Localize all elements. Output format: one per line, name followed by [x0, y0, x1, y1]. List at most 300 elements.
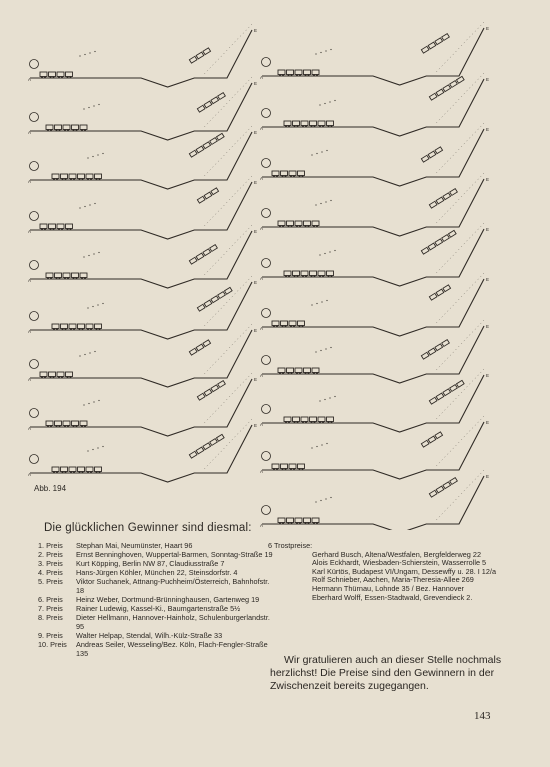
- train-wagon: [304, 368, 311, 373]
- train-wagon: [318, 271, 325, 276]
- motion-dot: [330, 200, 331, 201]
- train-wagon: [282, 522, 284, 524]
- train-wagon: [288, 372, 290, 374]
- train-wagon: [52, 467, 59, 472]
- panel-number-circle: [30, 312, 39, 321]
- prize-place: 10. Preis: [38, 640, 67, 650]
- prize-place: 2. Preis: [38, 550, 63, 560]
- train-wagon: [298, 171, 305, 176]
- train-wagon: [87, 328, 89, 330]
- motion-dot: [94, 51, 95, 52]
- train-wagon: [76, 425, 78, 427]
- panel-number-circle: [262, 58, 271, 67]
- consolation-entry: Eberhard Wolff, Essen-Stadtwald, Grevendieck 2.: [312, 592, 473, 602]
- track-point-label: E: [254, 180, 258, 185]
- track-line: [262, 79, 484, 136]
- track-point-label: E: [486, 277, 490, 282]
- motion-dot: [93, 105, 94, 106]
- track-guide: [204, 176, 252, 226]
- train-wagon: [316, 372, 318, 374]
- track-point-label: A: [260, 373, 264, 378]
- train-wagon: [53, 471, 55, 473]
- motion-dot: [334, 396, 335, 397]
- train-wagon: [81, 277, 83, 279]
- train-wagon: [295, 221, 302, 226]
- train-wagon: [50, 129, 52, 131]
- slope-wagon: [421, 340, 449, 360]
- motion-dot: [92, 306, 93, 307]
- train-wagon: [44, 376, 46, 378]
- train-wagon: [316, 225, 318, 227]
- train-wagon: [291, 74, 293, 76]
- train-wagon: [90, 328, 92, 330]
- train-wagon: [293, 468, 295, 470]
- motion-dot: [321, 444, 322, 445]
- train-wagon: [99, 178, 101, 180]
- train-wagon: [319, 275, 321, 277]
- train-wagon: [299, 325, 301, 327]
- track-point-label: E: [254, 280, 258, 285]
- train-wagon: [82, 178, 84, 180]
- motion-dot: [326, 150, 327, 151]
- motion-dot: [320, 350, 321, 351]
- train-wagon: [58, 76, 60, 78]
- track-line: [262, 179, 484, 236]
- motion-dot: [84, 354, 85, 355]
- train-wagon: [287, 368, 294, 373]
- train-wagon: [328, 125, 330, 127]
- train-wagon: [70, 328, 72, 330]
- train-wagon: [62, 471, 64, 473]
- train-wagon: [70, 178, 72, 180]
- train-wagon: [278, 221, 285, 226]
- motion-dot: [329, 251, 330, 252]
- prize-entry: [38, 614, 273, 631]
- train-wagon: [291, 225, 293, 227]
- track-guide: [436, 223, 484, 273]
- motion-dot: [102, 446, 103, 447]
- prize-place: 4. Preis: [38, 568, 63, 578]
- prize-winner: Rainer Ludewig, Kassel-Ki., Baumgartenstraße 5½: [76, 604, 241, 614]
- consolation-entry: Gerhard Busch, Altena/Westfalen, Bergfelderweg 22: [312, 549, 482, 559]
- track-guide: [204, 324, 252, 374]
- prize-winner: Andreas Seiler, Wesseling/Bez. Köln, Flach-Fengler-Straße 135: [76, 640, 268, 658]
- track-line: [262, 129, 484, 186]
- prize-winner: Heinz Weber, Dortmund-Brünninghausen, Gartenweg 19: [76, 595, 260, 605]
- train-wagon: [50, 376, 52, 378]
- track-point-label: A: [260, 226, 264, 231]
- consolation-list: [268, 542, 528, 602]
- train-wagon: [56, 178, 58, 180]
- train-wagon: [322, 421, 324, 423]
- prize-winner: Stephan Mai, Neumünster, Haart 96: [76, 541, 193, 550]
- slope-wagon: [189, 434, 224, 458]
- track-point-label: A: [28, 229, 32, 234]
- train-wagon: [76, 129, 78, 131]
- train-wagon: [311, 125, 313, 127]
- train-wagon: [276, 175, 278, 177]
- train-wagon: [49, 72, 56, 77]
- train-wagon: [313, 225, 315, 227]
- train-wagon: [50, 425, 52, 427]
- winners-heading: Die glücklichen Gewinner sind diesmal:: [44, 522, 252, 534]
- train-wagon: [47, 425, 49, 427]
- prize-winner: Dieter Hellmann, Hannover-Hainholz, Schulenburgerlandstr. 95: [76, 613, 270, 631]
- motion-dot: [325, 50, 326, 51]
- train-wagon: [313, 372, 315, 374]
- train-wagon: [41, 76, 43, 78]
- train-wagon: [293, 175, 295, 177]
- train-wagon: [73, 328, 75, 330]
- panel-number-circle: [30, 113, 39, 122]
- prize-winner: Ernst Benninghoven, Wuppertal-Barmen, Sonntag-Straße 19: [76, 550, 273, 560]
- motion-dot: [311, 447, 312, 448]
- motion-dot: [89, 52, 90, 53]
- motion-dot: [319, 254, 320, 255]
- figure-caption: Abb. 194: [34, 484, 67, 493]
- train-wagon: [297, 421, 299, 423]
- motion-dot: [325, 348, 326, 349]
- train-wagon: [40, 72, 47, 77]
- track-guide: [436, 123, 484, 173]
- train-wagon: [293, 121, 300, 126]
- train-wagon: [294, 275, 296, 277]
- track-point-label: A: [28, 472, 32, 477]
- train-wagon: [61, 228, 63, 230]
- train-wagon: [63, 273, 70, 278]
- track-line: [30, 231, 252, 288]
- train-wagon: [55, 125, 62, 130]
- track-point-label: E: [486, 324, 490, 329]
- motion-dot: [326, 443, 327, 444]
- track-point-label: A: [260, 326, 264, 331]
- train-wagon: [312, 518, 319, 523]
- train-wagon: [64, 277, 66, 279]
- train-wagon: [295, 70, 302, 75]
- train-wagon: [298, 464, 305, 469]
- motion-dot: [315, 53, 316, 54]
- motion-dot: [84, 206, 85, 207]
- train-wagon: [313, 522, 315, 524]
- train-wagon: [72, 125, 79, 130]
- train-wagon: [62, 328, 64, 330]
- train-wagon: [278, 518, 285, 523]
- motion-dot: [79, 355, 80, 356]
- track-guide: [436, 22, 484, 72]
- train-wagon: [297, 125, 299, 127]
- train-wagon: [312, 221, 319, 226]
- train-wagon: [282, 325, 284, 327]
- train-wagon: [305, 74, 307, 76]
- train-wagon: [299, 372, 301, 374]
- slope-wagon: [421, 147, 442, 162]
- train-wagon: [290, 468, 292, 470]
- train-wagon: [288, 225, 290, 227]
- motion-dot: [315, 204, 316, 205]
- train-wagon: [278, 368, 285, 373]
- motion-dot: [97, 154, 98, 155]
- track-guide: [204, 77, 252, 127]
- train-wagon: [287, 221, 294, 226]
- motion-dot: [315, 501, 316, 502]
- train-wagon: [46, 273, 53, 278]
- track-point-label: A: [260, 469, 264, 474]
- train-wagon: [79, 178, 81, 180]
- motion-dot: [330, 49, 331, 50]
- train-wagon: [46, 421, 53, 426]
- track-guide: [436, 173, 484, 223]
- slope-wagon: [429, 478, 457, 498]
- track-point-label: E: [486, 127, 490, 132]
- prize-place: 6. Preis: [38, 595, 63, 605]
- track-guide: [436, 470, 484, 520]
- train-wagon: [282, 74, 284, 76]
- track-point-label: E: [254, 81, 258, 86]
- train-wagon: [305, 421, 307, 423]
- train-wagon: [50, 277, 52, 279]
- train-wagon: [52, 324, 59, 329]
- train-wagon: [304, 70, 311, 75]
- train-wagon: [53, 228, 55, 230]
- train-wagon: [90, 178, 92, 180]
- train-wagon: [279, 522, 281, 524]
- prize-place: 5. Preis: [38, 577, 63, 587]
- track-guide: [436, 273, 484, 323]
- motion-dot: [102, 303, 103, 304]
- train-wagon: [95, 174, 102, 179]
- train-wagon: [310, 121, 317, 126]
- track-point-label: E: [486, 474, 490, 479]
- train-wagon: [287, 70, 294, 75]
- train-wagon: [302, 468, 304, 470]
- train-wagon: [281, 171, 288, 176]
- train-wagon: [41, 376, 43, 378]
- train-wagon: [95, 467, 102, 472]
- train-wagon: [296, 522, 298, 524]
- panel-number-circle: [30, 455, 39, 464]
- motion-dot: [83, 256, 84, 257]
- slope-wagon: [421, 230, 456, 254]
- train-wagon: [302, 125, 304, 127]
- track-point-label: E: [254, 130, 258, 135]
- train-wagon: [327, 417, 334, 422]
- train-wagon: [328, 275, 330, 277]
- track-point-label: E: [254, 229, 258, 234]
- track-point-label: E: [486, 420, 490, 425]
- train-wagon: [279, 372, 281, 374]
- train-wagon: [285, 421, 287, 423]
- motion-dot: [324, 103, 325, 104]
- track-point-label: A: [260, 126, 264, 131]
- train-wagon: [70, 76, 72, 78]
- train-wagon: [295, 368, 302, 373]
- train-wagon: [272, 171, 279, 176]
- motion-dot: [79, 55, 80, 56]
- train-wagon: [327, 121, 334, 126]
- train-wagon: [316, 522, 318, 524]
- train-wagon: [69, 467, 76, 472]
- slope-wagon: [421, 34, 449, 54]
- panel-number-circle: [30, 360, 39, 369]
- train-wagon: [310, 271, 317, 276]
- train-wagon: [65, 328, 67, 330]
- train-wagon: [56, 129, 58, 131]
- motion-dot: [97, 447, 98, 448]
- motion-dot: [329, 397, 330, 398]
- train-wagon: [53, 328, 55, 330]
- train-wagon: [322, 275, 324, 277]
- train-wagon: [76, 277, 78, 279]
- train-wagon: [293, 271, 300, 276]
- panel-number-circle: [262, 506, 271, 515]
- train-wagon: [73, 471, 75, 473]
- motion-dot: [330, 347, 331, 348]
- motion-dot: [79, 207, 80, 208]
- train-wagon: [55, 421, 62, 426]
- track-line: [30, 30, 252, 87]
- train-wagon: [276, 468, 278, 470]
- motion-dot: [87, 450, 88, 451]
- train-wagon: [301, 417, 308, 422]
- train-wagon: [67, 277, 69, 279]
- slope-wagon: [189, 133, 224, 157]
- slope-wagon: [197, 287, 232, 311]
- train-wagon: [64, 129, 66, 131]
- motion-dot: [311, 304, 312, 305]
- panel-number-circle: [262, 209, 271, 218]
- track-line: [262, 375, 484, 432]
- train-wagon: [56, 425, 58, 427]
- motion-dot: [97, 304, 98, 305]
- train-wagon: [276, 325, 278, 327]
- track-point-label: A: [28, 377, 32, 382]
- motion-dot: [324, 253, 325, 254]
- train-wagon: [285, 275, 287, 277]
- train-wagon: [70, 228, 72, 230]
- prize-winner: Walter Helpap, Stendal, Wilh.-Külz-Straße 33: [76, 630, 223, 640]
- motion-dot: [84, 54, 85, 55]
- train-wagon: [55, 273, 62, 278]
- motion-dot: [330, 497, 331, 498]
- train-wagon: [80, 125, 87, 130]
- train-wagon: [301, 121, 308, 126]
- motion-dot: [319, 104, 320, 105]
- train-wagon: [72, 421, 79, 426]
- train-wagon: [81, 129, 83, 131]
- train-wagon: [50, 228, 52, 230]
- motion-dot: [87, 307, 88, 308]
- track-line: [262, 326, 484, 383]
- track-point-label: E: [254, 423, 258, 428]
- motion-dot: [329, 101, 330, 102]
- train-wagon: [95, 324, 102, 329]
- train-wagon: [56, 328, 58, 330]
- train-wagon: [66, 372, 73, 377]
- train-wagon: [272, 321, 279, 326]
- train-wagon: [305, 275, 307, 277]
- consolation-entry: Karl Kürtös, Budapest VI/Ungarn, Dessewffy u. 28. I 12/a: [312, 566, 497, 576]
- track-line: [30, 330, 252, 387]
- train-wagon: [279, 225, 281, 227]
- panel-number-circle: [30, 162, 39, 171]
- prize-winner: Kurt Köpping, Berlin NW 87, Claudiusstraße 7: [76, 559, 225, 569]
- consolation-entry: Alois Eckhardt, Wiesbaden-Schierstein, Wasserrolle 5: [312, 558, 487, 568]
- train-wagon: [49, 372, 56, 377]
- train-wagon: [47, 129, 49, 131]
- train-wagon: [73, 178, 75, 180]
- train-wagon: [310, 417, 317, 422]
- train-wagon: [69, 324, 76, 329]
- motion-dot: [316, 303, 317, 304]
- prize-winner: Hans-Jürgen Köhler, München 22, Steinsdorfstr. 4: [76, 568, 238, 578]
- train-wagon: [70, 471, 72, 473]
- train-wagon: [66, 72, 73, 77]
- train-wagon: [70, 376, 72, 378]
- train-wagon: [79, 471, 81, 473]
- slope-wagon: [429, 285, 450, 300]
- motion-dot: [320, 203, 321, 204]
- train-wagon: [289, 464, 296, 469]
- prize-place: 3. Preis: [38, 559, 63, 569]
- track-line: [30, 182, 252, 239]
- train-wagon: [282, 225, 284, 227]
- track-point-label: A: [260, 75, 264, 80]
- prize-winner: Viktor Suchanek, Attnang-Puchheim/Österreich, Bahnhofstr. 18: [76, 577, 270, 595]
- train-wagon: [314, 275, 316, 277]
- train-wagon: [40, 224, 47, 229]
- train-wagon: [284, 417, 291, 422]
- train-wagon: [299, 468, 301, 470]
- panel-number-circle: [30, 60, 39, 69]
- train-wagon: [57, 72, 64, 77]
- prize-entry: [38, 578, 273, 595]
- train-wagon: [61, 174, 68, 179]
- track-line: [30, 379, 252, 436]
- train-wagon: [67, 425, 69, 427]
- panel-number-circle: [262, 259, 271, 268]
- train-wagon: [72, 273, 79, 278]
- track-guide: [204, 276, 252, 326]
- train-wagon: [312, 368, 319, 373]
- motion-dot: [334, 250, 335, 251]
- train-wagon: [302, 421, 304, 423]
- train-wagon: [322, 125, 324, 127]
- train-wagon: [64, 425, 66, 427]
- track-point-label: E: [486, 26, 490, 31]
- slope-wagon: [189, 245, 217, 265]
- slope-wagon: [197, 188, 218, 203]
- train-wagon: [297, 275, 299, 277]
- panel-number-circle: [30, 261, 39, 270]
- track-point-label: A: [28, 179, 32, 184]
- motion-dot: [98, 252, 99, 253]
- motion-dot: [93, 253, 94, 254]
- train-wagon: [59, 425, 61, 427]
- motion-dot: [321, 301, 322, 302]
- motion-dot: [316, 153, 317, 154]
- prize-place: 1. Preis: [38, 541, 63, 550]
- train-wagon: [63, 125, 70, 130]
- motion-dot: [320, 500, 321, 501]
- motion-dot: [87, 157, 88, 158]
- train-wagon: [47, 277, 49, 279]
- train-wagon: [282, 468, 284, 470]
- track-point-label: E: [486, 227, 490, 232]
- track-line: [262, 422, 484, 479]
- train-wagon: [284, 271, 291, 276]
- train-wagon: [281, 321, 288, 326]
- motion-dot: [325, 201, 326, 202]
